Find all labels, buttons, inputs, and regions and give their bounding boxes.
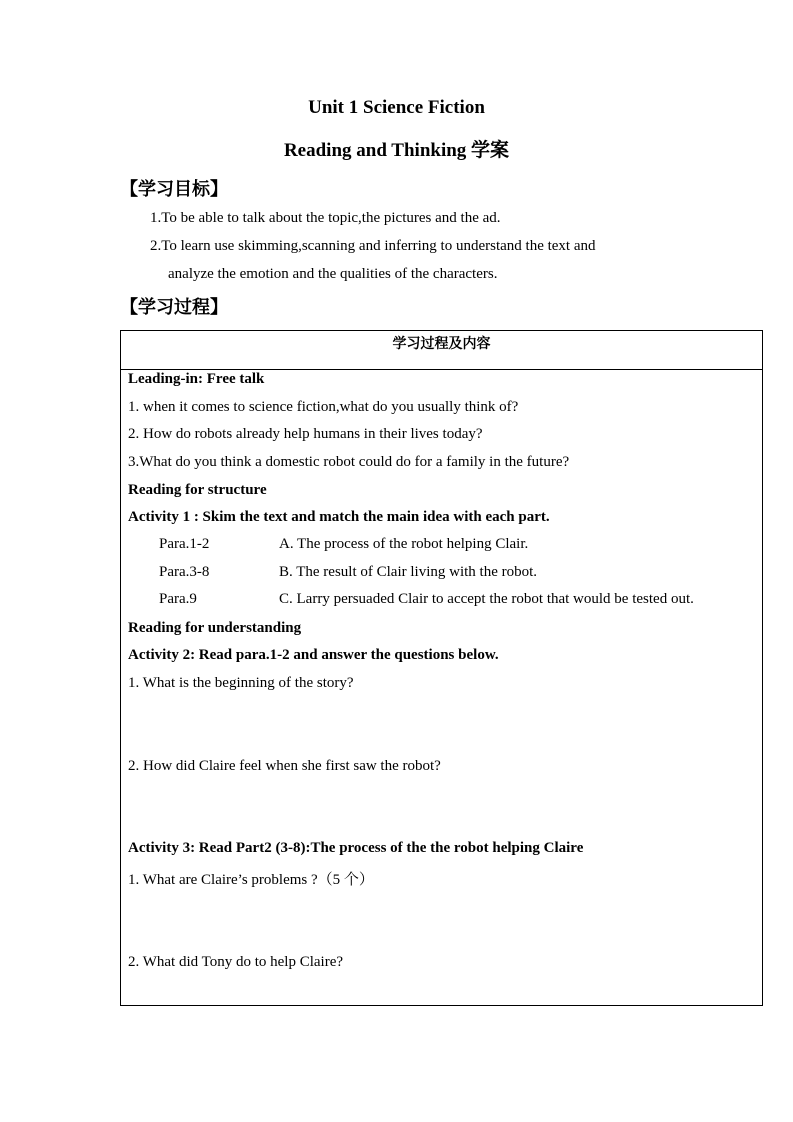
objective-item: 1.To be able to talk about the topic,the pictures and the ad. bbox=[150, 210, 501, 226]
leading-in-question: 1. when it comes to science fiction,what do you usually think of? bbox=[128, 399, 519, 415]
para-main-idea: B. The result of Clair living with the robot. bbox=[279, 564, 538, 580]
leading-in-question: 3.What do you think a domestic robot could do for a family in the future? bbox=[128, 454, 570, 470]
activity-3-question: 1. What are Claire’s problems ?（5 个） bbox=[128, 872, 374, 888]
objectives-heading: 【学习目标】 bbox=[120, 179, 228, 200]
para-label: Para.1-2 bbox=[159, 536, 210, 552]
objective-item: 2.To learn use skimming,scanning and inferring to understand the text and bbox=[150, 238, 596, 254]
para-main-idea: C. Larry persuaded Clair to accept the robot that would be tested out. bbox=[279, 591, 694, 607]
understanding-title: Reading for understanding bbox=[128, 620, 302, 636]
para-main-idea: A. The process of the robot helping Clair. bbox=[279, 536, 529, 552]
activity-1-instruction: Activity 1 : Skim the text and match the main idea with each part. bbox=[128, 509, 550, 525]
activity-2-question: 1. What is the beginning of the story? bbox=[128, 675, 354, 691]
process-table bbox=[120, 330, 763, 1006]
objective-item-continuation: analyze the emotion and the qualities of the characters. bbox=[168, 266, 498, 282]
para-label: Para.9 bbox=[159, 591, 197, 607]
activity-2-question: 2. How did Claire feel when she first saw the robot? bbox=[128, 758, 441, 774]
document-subtitle: Reading and Thinking 学案 bbox=[283, 140, 510, 161]
leading-in-title: Leading-in: Free talk bbox=[128, 371, 265, 387]
structure-title: Reading for structure bbox=[128, 482, 267, 498]
activity-3-instruction: Activity 3: Read Part2 (3-8):The process of the the robot helping Claire bbox=[128, 840, 584, 856]
activity-2-instruction: Activity 2: Read para.1-2 and answer the questions below. bbox=[128, 647, 499, 663]
table-header-row bbox=[121, 331, 762, 370]
para-label: Para.3-8 bbox=[159, 564, 210, 580]
activity-3-question: 2. What did Tony do to help Claire? bbox=[128, 954, 344, 970]
document-title: Unit 1 Science Fiction bbox=[308, 97, 485, 118]
table-header: 学习过程及内容 bbox=[392, 336, 491, 352]
process-heading: 【学习过程】 bbox=[120, 297, 228, 318]
leading-in-question: 2. How do robots already help humans in their lives today? bbox=[128, 426, 483, 442]
